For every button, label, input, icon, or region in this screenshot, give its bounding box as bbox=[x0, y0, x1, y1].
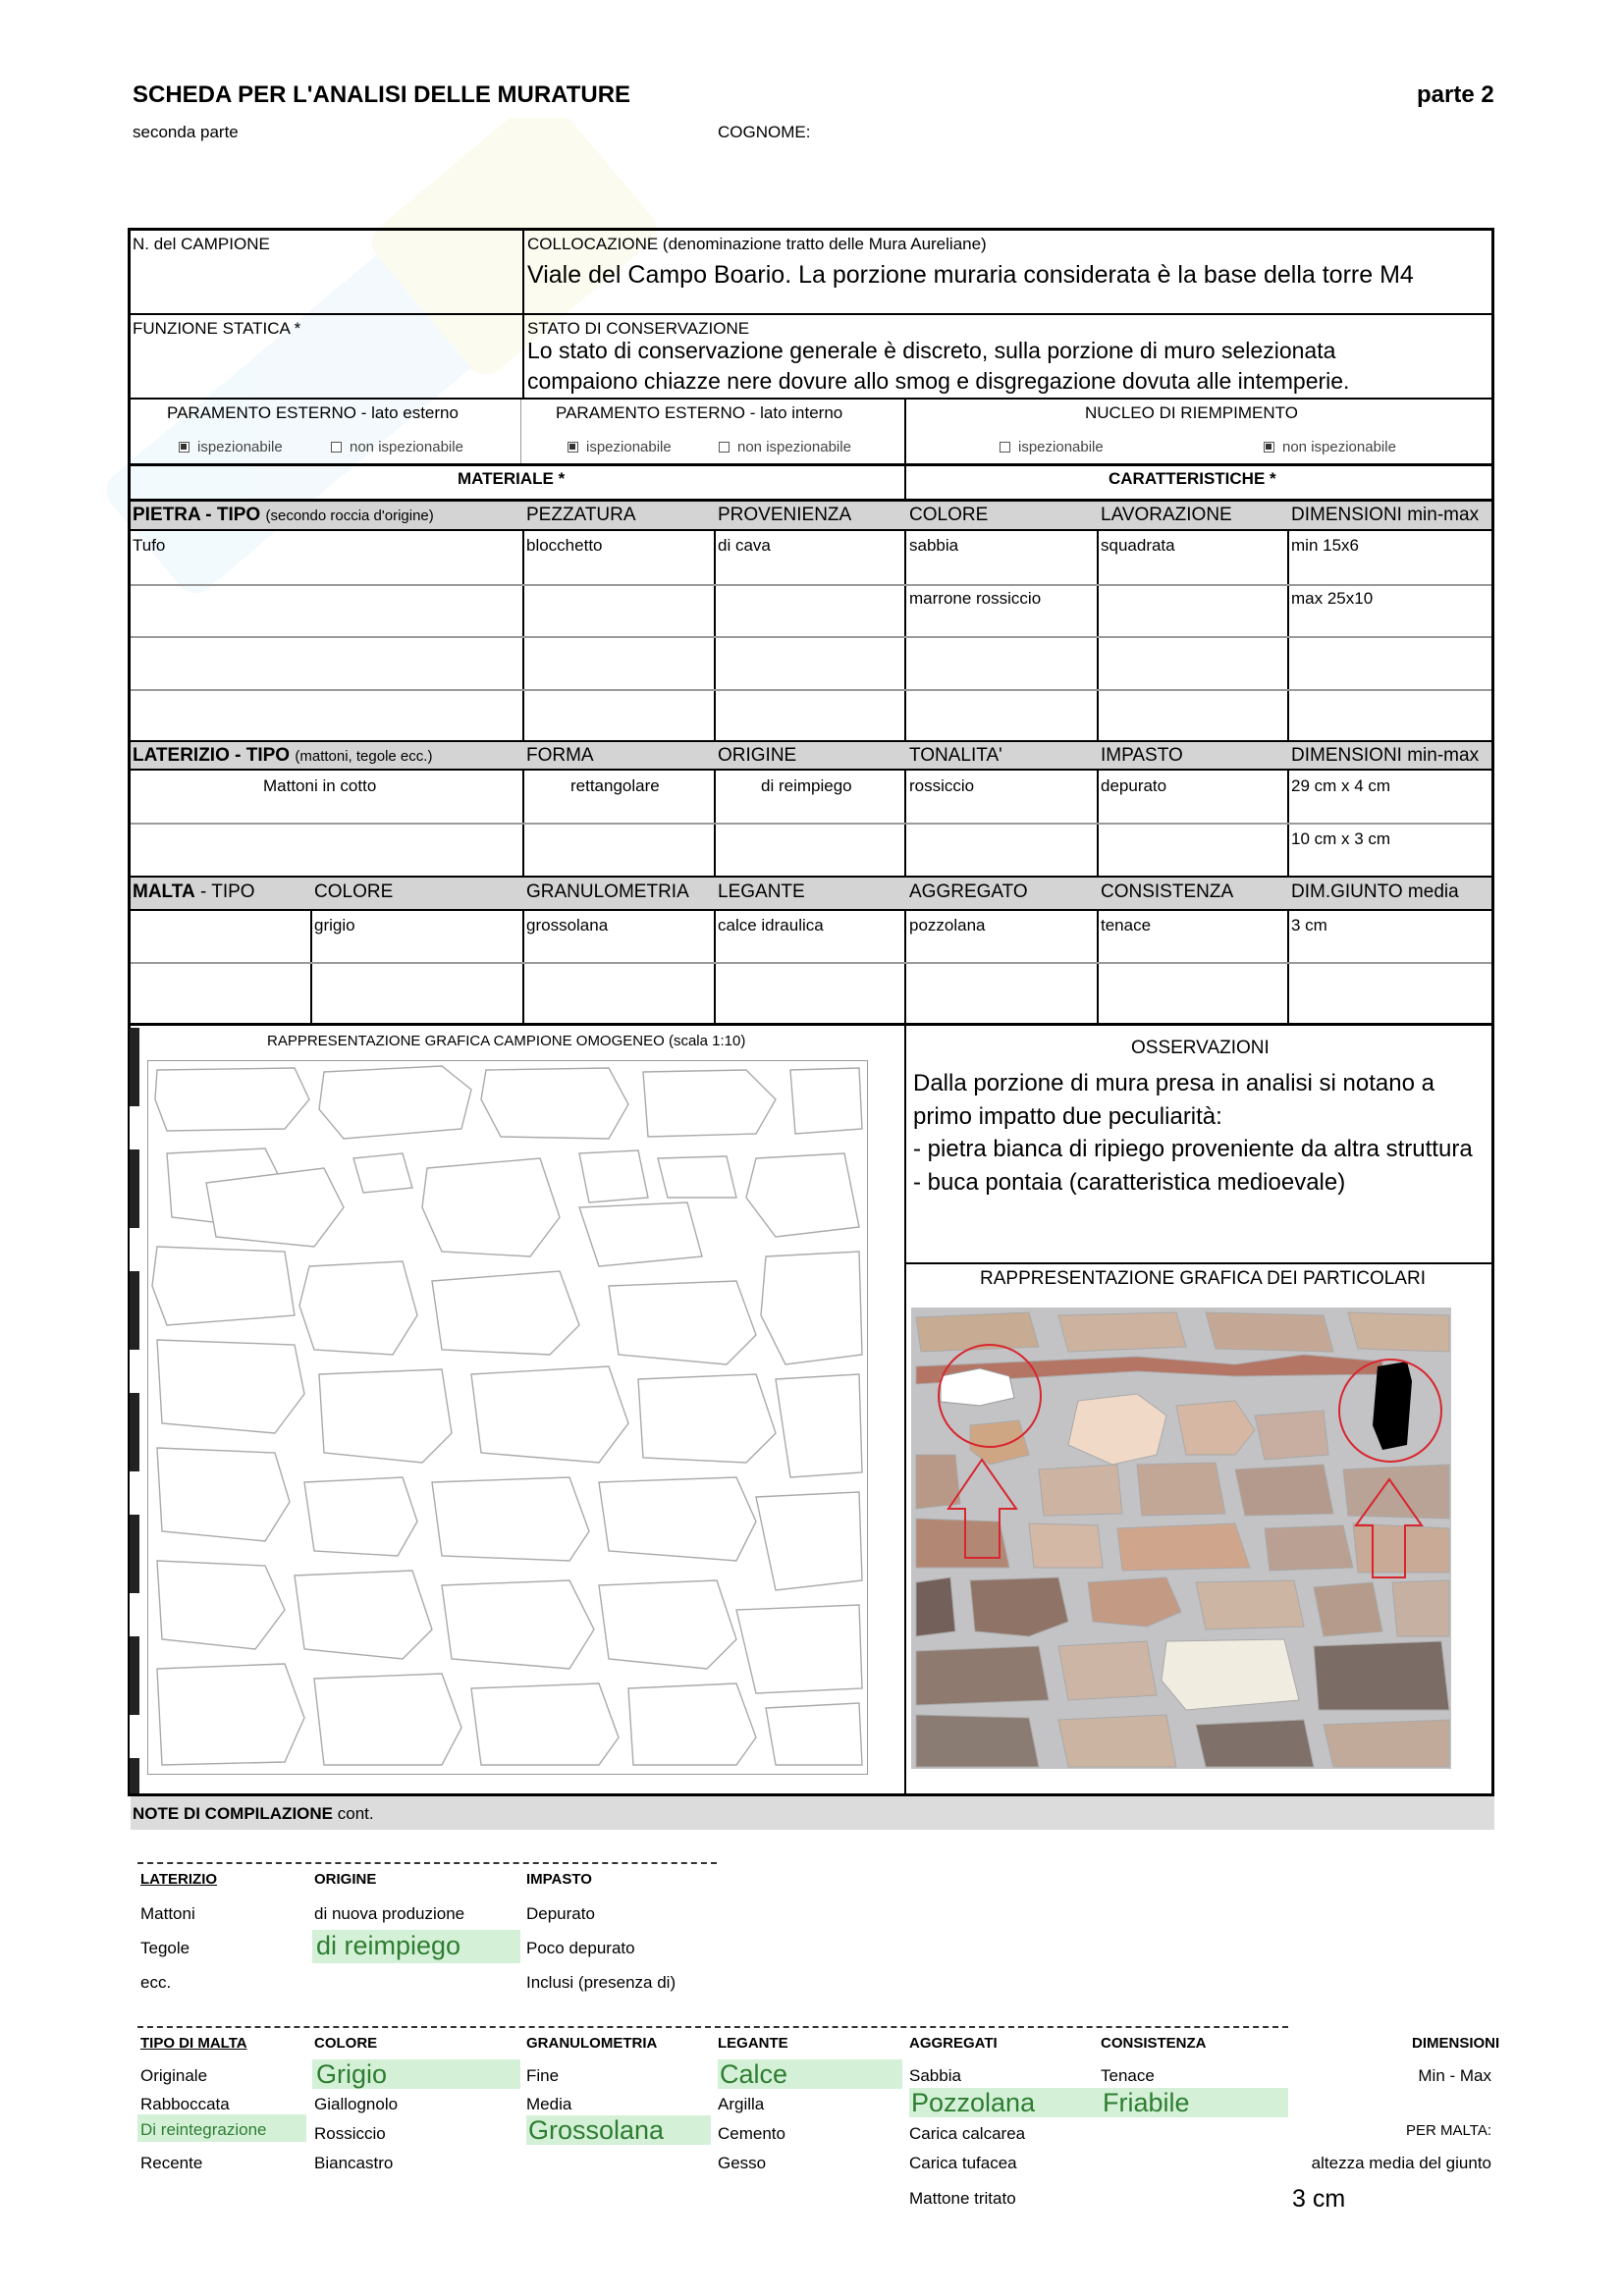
notes-dim-giunto-label: altezza media del giunto bbox=[1311, 2154, 1491, 2172]
obs-line-1: Dalla porzione di mura presa in analisi si notano a bbox=[913, 1070, 1434, 1096]
pietra-pezzatura-value: blocchetto bbox=[526, 536, 603, 555]
masonry-detail-drawing bbox=[911, 1308, 1451, 1769]
impasto-header: IMPASTO bbox=[1101, 745, 1183, 766]
laterizio-origine-value: di reimpiego bbox=[761, 776, 852, 795]
notes-tipo-malta-header: TIPO DI MALTA bbox=[140, 2035, 247, 2052]
notes-dim-minmax: Min - Max bbox=[1418, 2066, 1491, 2085]
malta-legante-value: calce idraulica bbox=[718, 916, 824, 934]
notes-aggregati-item: Sabbia bbox=[909, 2066, 961, 2085]
pezzatura-header: PEZZATURA bbox=[526, 505, 636, 525]
obs-line-3: - pietra bianca di ripiego proveniente da altra struttura bbox=[913, 1136, 1473, 1162]
notes-granul-item: Media bbox=[526, 2095, 572, 2113]
notes-impasto-item: Depurato bbox=[526, 1904, 595, 1923]
notes-lat-item: ecc. bbox=[140, 1973, 172, 1992]
notes-colore-selected: Grigio bbox=[316, 2059, 388, 2089]
notes-colore-item: Biancastro bbox=[314, 2154, 394, 2172]
malta-consistenza-value: tenace bbox=[1101, 916, 1152, 934]
observations-label: OSSERVAZIONI bbox=[1131, 1038, 1270, 1058]
notes-legante-item: Argilla bbox=[718, 2095, 765, 2113]
checkbox-empty-icon bbox=[1000, 442, 1010, 453]
int-not-inspectable-option[interactable]: non ispezionabile bbox=[719, 439, 851, 455]
pietra-dim-max-value: max 25x10 bbox=[1291, 589, 1374, 608]
form-subtitle: seconda parte bbox=[133, 123, 239, 141]
notes-dim-giunto-value: 3 cm bbox=[1292, 2185, 1346, 2213]
aggregato-header: AGGREGATO bbox=[909, 881, 1028, 902]
masonry-outline-drawing bbox=[147, 1060, 868, 1775]
notes-lat-item: Tegole bbox=[140, 1939, 190, 1957]
notes-title: NOTE DI COMPILAZIONE cont. bbox=[133, 1804, 374, 1823]
laterizio-dim-2-value: 10 cm x 3 cm bbox=[1291, 829, 1391, 848]
notes-lat-item: Mattoni bbox=[140, 1904, 195, 1923]
obs-line-2: primo impatto due peculiarità: bbox=[913, 1103, 1222, 1130]
static-function-label: FUNZIONE STATICA * bbox=[133, 319, 301, 338]
checkbox-checked-icon bbox=[1264, 442, 1274, 453]
granulometria-header: GRANULOMETRIA bbox=[526, 881, 689, 902]
materiale-heading: MATERIALE * bbox=[458, 469, 566, 488]
conservation-line-2: compaiono chiazze nere dovure allo smog e disgregazione dovuta alle intemperie. bbox=[527, 368, 1350, 394]
ext-side-label: PARAMENTO ESTERNO - lato esterno bbox=[167, 403, 459, 422]
notes-colore-item: Rossiccio bbox=[314, 2124, 386, 2143]
notes-aggregati-header: AGGREGATI bbox=[909, 2035, 998, 2052]
laterizio-tonalita-value: rossiccio bbox=[909, 776, 975, 795]
checkbox-checked-icon bbox=[568, 442, 578, 453]
pietra-provenienza-value: di cava bbox=[718, 536, 771, 555]
surname-label: COGNOME: bbox=[718, 123, 811, 141]
checkbox-checked-icon bbox=[179, 442, 189, 453]
notes-aggregati-item: Carica tufacea bbox=[909, 2154, 1017, 2172]
notes-consistenza-selected: Friabile bbox=[1103, 2088, 1190, 2117]
ext-inspectable-option[interactable]: ispezionabile bbox=[179, 439, 283, 455]
notes-aggregati-item: Mattone tritato bbox=[909, 2189, 1016, 2208]
checkbox-empty-icon bbox=[719, 442, 730, 453]
notes-legante-item: Cemento bbox=[718, 2124, 785, 2143]
consistenza-header: CONSISTENZA bbox=[1101, 881, 1234, 902]
malta-granulometria-value: grossolana bbox=[526, 916, 609, 934]
location-value: Viale del Campo Boario. La porzione muraria considerata è la base della torre M4 bbox=[527, 261, 1414, 289]
conservation-label: STATO DI CONSERVAZIONE bbox=[527, 319, 750, 338]
notes-dimensioni-header: DIMENSIONI bbox=[1412, 2035, 1500, 2052]
notes-impasto-header: IMPASTO bbox=[526, 1871, 592, 1888]
laterizio-dim-1-value: 29 cm x 4 cm bbox=[1291, 776, 1391, 795]
notes-origine-header: ORIGINE bbox=[314, 1871, 377, 1888]
part-label: parte 2 bbox=[1417, 81, 1494, 108]
sample-number-label: N. del CAMPIONE bbox=[133, 235, 270, 253]
scale-ruler bbox=[130, 1028, 139, 1793]
notes-legante-selected: Calce bbox=[720, 2059, 788, 2089]
core-not-inspectable-option[interactable]: non ispezionabile bbox=[1264, 439, 1396, 455]
ext-not-inspectable-option[interactable]: non ispezionabile bbox=[331, 439, 463, 455]
origine-header: ORIGINE bbox=[718, 745, 797, 766]
notes-legante-header: LEGANTE bbox=[718, 2035, 788, 2052]
core-label: NUCLEO DI RIEMPIMENTO bbox=[1085, 403, 1298, 422]
notes-aggregati-selected: Pozzolana bbox=[911, 2088, 1036, 2117]
notes-dim-per-malta: PER MALTA: bbox=[1406, 2122, 1491, 2139]
legante-header: LEGANTE bbox=[718, 881, 805, 902]
obs-line-4: - buca pontaia (caratteristica medioevale) bbox=[913, 1169, 1346, 1196]
pietra-dim-min-value: min 15x6 bbox=[1291, 536, 1359, 555]
laterizio-tipo-value: Mattoni in cotto bbox=[263, 776, 377, 795]
notes-tipo-selected: Di reintegrazione bbox=[140, 2120, 267, 2139]
notes-legante-item: Gesso bbox=[718, 2154, 767, 2172]
malta-colore-header: COLORE bbox=[314, 881, 394, 902]
pietra-tipo-value: Tufo bbox=[133, 536, 166, 555]
colore-header: COLORE bbox=[909, 505, 989, 525]
notes-granul-item: Fine bbox=[526, 2066, 560, 2085]
malta-giunto-value: 3 cm bbox=[1291, 916, 1327, 934]
notes-granul-selected: Grossolana bbox=[528, 2115, 665, 2145]
notes-tipo-item: Originale bbox=[140, 2066, 208, 2085]
notes-aggregati-item: Carica calcarea bbox=[909, 2124, 1026, 2143]
malta-aggregato-value: pozzolana bbox=[909, 916, 986, 934]
laterizio-impasto-value: depurato bbox=[1101, 776, 1167, 795]
dim-giunto-header: DIM.GIUNTO media bbox=[1291, 881, 1459, 902]
sample-graphic-label: RAPPRESENTAZIONE GRAFICA CAMPIONE OMOGENEO (scala 1:10) bbox=[267, 1033, 746, 1049]
notes-origine-item: di nuova produzione bbox=[314, 1904, 465, 1923]
malta-colore-value: grigio bbox=[314, 916, 355, 934]
notes-consistenza-header: CONSISTENZA bbox=[1101, 2035, 1207, 2052]
lavorazione-header: LAVORAZIONE bbox=[1101, 505, 1232, 525]
notes-consistenza-item: Tenace bbox=[1101, 2066, 1155, 2085]
tonalita-header: TONALITA' bbox=[909, 745, 1002, 766]
checkbox-empty-icon bbox=[331, 442, 342, 453]
core-inspectable-option[interactable]: ispezionabile bbox=[1000, 439, 1104, 455]
lat-dimensioni-header: DIMENSIONI min-max bbox=[1291, 745, 1480, 766]
notes-origine-selected: di reimpiego bbox=[316, 1931, 461, 1960]
forma-header: FORMA bbox=[526, 745, 594, 766]
laterizio-forma-value: rettangolare bbox=[570, 776, 660, 795]
notes-laterizio-header: LATERIZIO bbox=[140, 1871, 218, 1888]
malta-header: MALTA - TIPO bbox=[133, 881, 255, 902]
detail-graphic-label: RAPPRESENTAZIONE GRAFICA DEI PARTICOLARI bbox=[980, 1268, 1426, 1289]
pietra-lavorazione-value: squadrata bbox=[1101, 536, 1175, 555]
pietra-header: PIETRA - TIPO (secondo roccia d'origine) bbox=[133, 505, 434, 525]
caratteristiche-heading: CARATTERISTICHE * bbox=[1109, 469, 1276, 488]
pietra-colore-value-2: marrone rossiccio bbox=[909, 589, 1042, 608]
dimensioni-header: DIMENSIONI min-max bbox=[1291, 505, 1480, 525]
provenienza-header: PROVENIENZA bbox=[718, 505, 852, 525]
conservation-line-1: Lo stato di conservazione generale è discreto, sulla porzione di muro selezionata bbox=[527, 338, 1336, 363]
notes-colore-item: Giallognolo bbox=[314, 2095, 399, 2113]
int-side-label: PARAMENTO ESTERNO - lato interno bbox=[556, 403, 843, 422]
notes-impasto-item: Inclusi (presenza di) bbox=[526, 1973, 676, 1992]
laterizio-header: LATERIZIO - TIPO (mattoni, tegole ecc.) bbox=[133, 745, 433, 766]
form-title: SCHEDA PER L'ANALISI DELLE MURATURE bbox=[133, 81, 631, 108]
notes-tipo-item: Rabboccata bbox=[140, 2095, 230, 2113]
notes-tipo-item: Recente bbox=[140, 2154, 203, 2172]
location-label: COLLOCAZIONE (denominazione tratto delle Mura Aureliane) bbox=[527, 235, 987, 253]
notes-granulometria-header: GRANULOMETRIA bbox=[526, 2035, 658, 2052]
pietra-colore-value: sabbia bbox=[909, 536, 959, 555]
notes-colore-header: COLORE bbox=[314, 2035, 378, 2052]
int-inspectable-option[interactable]: ispezionabile bbox=[568, 439, 672, 455]
notes-impasto-item: Poco depurato bbox=[526, 1939, 635, 1957]
